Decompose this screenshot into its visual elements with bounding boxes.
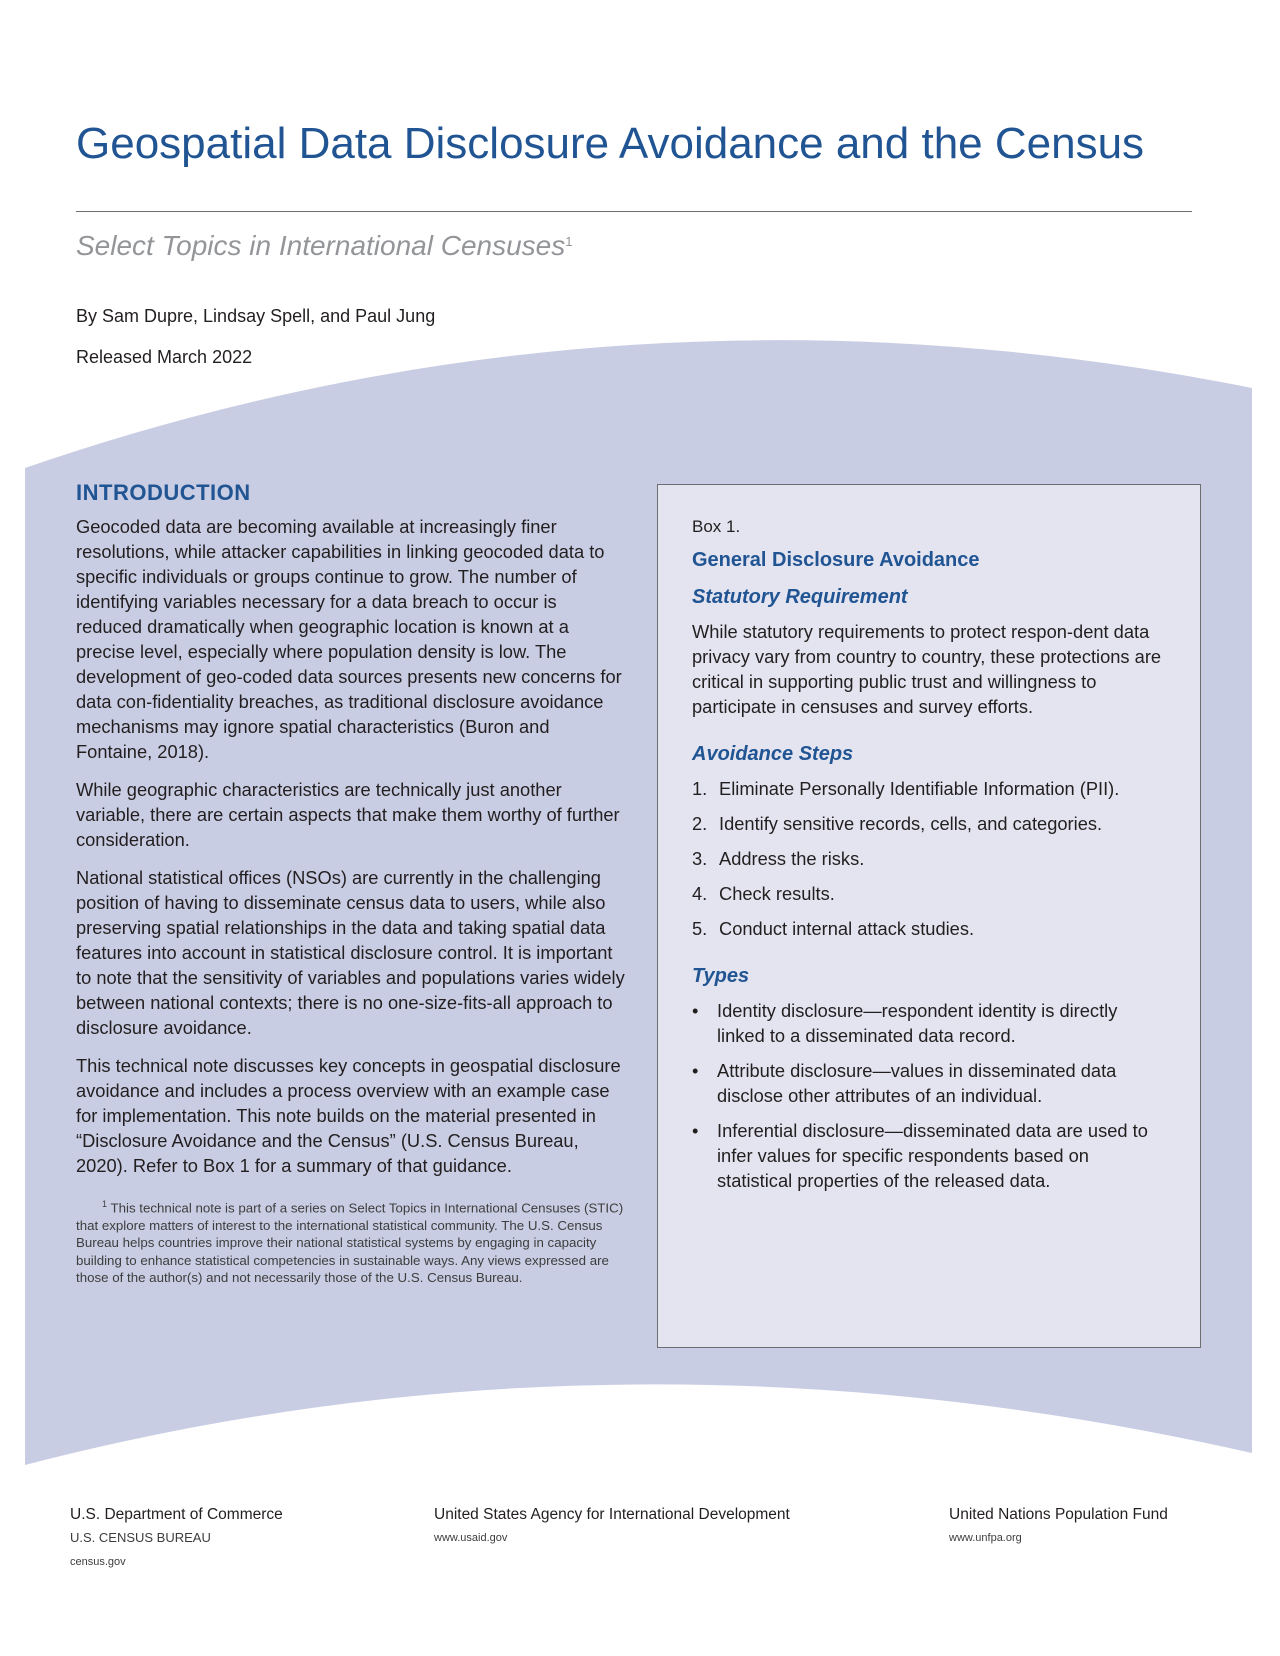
subtitle-footnote-mark: 1 [565,234,573,249]
footnote [76,1196,626,1287]
type-text: Inferential disclosure—disseminated data are used to infer values for specific respondents based on statistical properties of the released data. [717,1120,1148,1191]
list-item [692,811,1166,836]
intro-paragraph-2: While geographic characteristics are technically just another variable, there are certain aspects that make them worthy of further consideration. [76,779,620,850]
box-label: Box 1. [692,517,741,536]
footnote-text: This technical note is part of a series on Select Topics in International Censuses (STIC) that explore matters of interest to the international statistical community. The U.S. Census Bureau helps countries improve their national statistical systems by engaging in capacity building to enhance statistical competencies in sustainable ways. Any views expressed are those of the author(s) and not necessarily those of the U.S. Census Bureau. [76,1200,624,1286]
steps-heading: Avoidance Steps [692,743,854,765]
step-number: 5. [692,918,708,939]
intro-paragraph-3: National statistical offices (NSOs) are currently in the challenging position of having to disseminate census data to users, while also preserving spatial relationships in the data and taking spatial data features into account in statistical disclosure control. It is important to note that the sensitivity of variables and populations varies widely between national contexts; there is no one-size-fits-all approach to disclosure avoidance. [76,867,625,1038]
step-number: 1. [692,778,708,799]
page-title: Geospatial Data Disclosure Avoidance and the Census [76,119,1145,168]
step-text: Identify sensitive records, cells, and categories. [719,813,1103,834]
type-text: Identity disclosure—respondent identity is directly linked to a disseminated data record. [717,1000,1118,1046]
avoidance-steps-list [692,776,1166,941]
types-heading: Types [692,965,750,987]
intro-paragraph-1: Geocoded data are becoming available at increasingly finer resolutions, while attacker capabilities in linking geocoded data to specific individuals or groups continue to grow. The number of identifying variables necessary for a data breach to occur is reduced dramatically when geographic location is known at a precise level, especially where population density is low. The development of geo-coded data sources presents new concerns for data con-fidentiality breaches, as traditional disclosure avoidance mechanisms may ignore spatial characteristics (Buron and Fontaine, 2018). [76,516,622,762]
list-item [692,998,1166,1048]
list-item [692,776,1166,801]
statutory-text: While statutory requirements to protect respon-dent data privacy vary from country to country, these protections are critical in supporting public trust and willingness to participate in censuses and survey efforts. [692,621,1162,717]
step-number: 4. [692,883,708,904]
list-item [692,1118,1166,1193]
footer-census-url[interactable]: census.gov [70,1556,126,1568]
statutory-heading: Statutory Requirement [692,586,908,608]
subtitle-text: Select Topics in International Censuses [76,230,566,261]
disclosure-types-list [692,998,1166,1193]
step-text: Check results. [719,883,835,904]
step-number: 3. [692,848,708,869]
footer-unfpa: United Nations Population Fund [949,1506,1168,1523]
list-item [692,1058,1166,1108]
list-item [692,916,1166,941]
title-divider [76,211,1192,212]
list-item [692,881,1166,906]
bullet-icon: • [692,1060,699,1081]
authors-line: By Sam Dupre, Lindsay Spell, and Paul Jung [76,306,436,326]
introduction-heading: INTRODUCTION [76,480,251,505]
intro-paragraph-4: This technical note discusses key concepts in geospatial disclosure avoidance and includes a process overview with an example case for implementation. This note builds on the material presented in “Disclosure Avoidance and the Census” (U.S. Census Bureau, 2020). Refer to Box 1 for a summary of that guidance. [76,1055,621,1176]
footer-usaid: United States Agency for International Development [434,1506,790,1523]
footer-usaid-url[interactable]: www.usaid.gov [434,1532,508,1544]
release-date: Released March 2022 [76,347,253,367]
list-item [692,846,1166,871]
box-title: General Disclosure Avoidance [692,549,980,571]
step-number: 2. [692,813,708,834]
box-1-sidebar [657,484,1201,1348]
footer-census-bureau: U.S. CENSUS BUREAU [70,1530,211,1545]
footer-commerce: U.S. Department of Commerce [70,1506,283,1523]
introduction-section [76,480,626,1287]
step-text: Conduct internal attack studies. [719,918,975,939]
type-text: Attribute disclosure—values in disseminated data disclose other attributes of an individual. [717,1060,1117,1106]
page-subtitle [76,230,572,262]
step-text: Eliminate Personally Identifiable Information (PII). [719,778,1120,799]
footnote-mark: 1 [102,1199,108,1209]
bullet-icon: • [692,1120,699,1141]
step-text: Address the risks. [719,848,865,869]
footer-unfpa-url[interactable]: www.unfpa.org [949,1532,1022,1544]
bullet-icon: • [692,1000,699,1021]
